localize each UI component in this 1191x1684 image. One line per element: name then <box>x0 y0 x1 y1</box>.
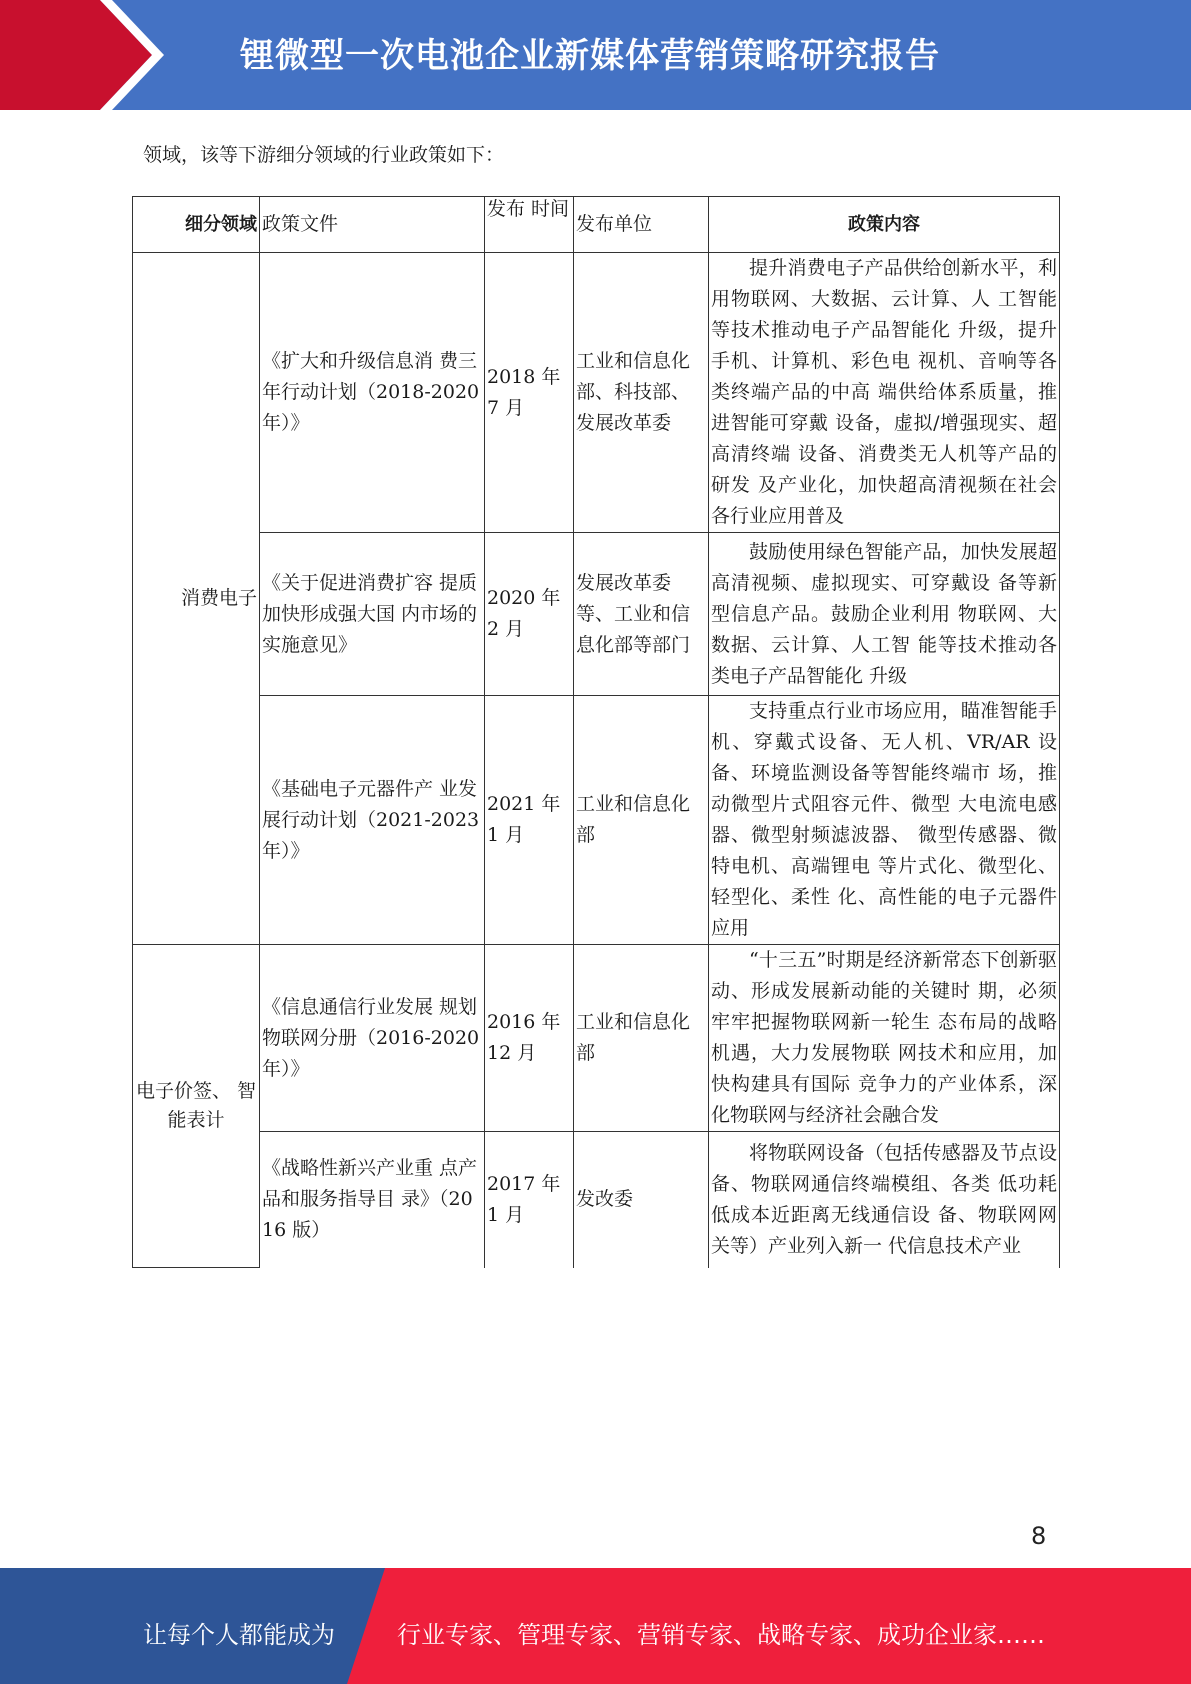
page-footer <box>0 1568 1191 1684</box>
doc-cell: 《信息通信行业发展 规划物联网分册（2016-2020 年）》 <box>260 945 485 1132</box>
time-cell: 2018 年 7 月 <box>485 253 574 533</box>
header-unit: 发布单位 <box>574 197 709 253</box>
content-cell: 提升消费电子产品供给创新水平，利用物联网、大数据、云计算、人 工智能等技术推动电子产品智能化 升级，提升手机、计算机、彩色电 视机、音响等各类终端产品的中高 端供给体系质量，推进智能可穿戴 设备，虚拟/增强现实、超高清终端 设备、消费类无人机等产品的研发 及产业化，加快超高清视频在社会 各行业应用普及 <box>709 253 1060 533</box>
time-cell: 2016 年 12 月 <box>485 945 574 1132</box>
content-cell: 支持重点行业市场应用，瞄准智能手机、穿戴式设备、无人机、VR/AR 设备、环境监测设备等智能终端市 场，推动微型片式阻容元件、微型 大电流电感器、微型射频滤波器、 微型传感器、微特电机、高端锂电 等片式化、微型化、轻型化、柔性 化、高性能的电子元器件应用 <box>709 696 1060 945</box>
doc-cell: 《关于促进消费扩容 提质加快形成强大国 内市场的实施意见》 <box>260 533 485 696</box>
page-number: 8 <box>1031 1522 1047 1550</box>
header-content: 政策内容 <box>709 197 1060 253</box>
table-row <box>133 253 1060 533</box>
intro-text: 领域，该等下游细分领域的行业政策如下： <box>143 144 505 166</box>
time-cell: 2020 年 2 月 <box>485 533 574 696</box>
table-row <box>133 696 1060 945</box>
table-row <box>133 1132 1060 1268</box>
report-title: 锂微型一次电池企业新媒体营销策略研究报告 <box>240 36 940 76</box>
content-cell: “十三五”时期是经济新常态下创新驱动、形成发展新动能的关键时 期，必须牢牢把握物联网新一轮生 态布局的战略机遇，大力发展物联 网技术和应用，加快构建具有国际 竞争力的产业体系，深化物联网与经济社会融合发 <box>709 945 1060 1132</box>
table-header-row <box>133 197 1060 253</box>
header-doc: 政策文件 <box>260 197 485 253</box>
table-row <box>133 533 1060 696</box>
time-cell: 2017 年 1 月 <box>485 1132 574 1268</box>
footer-slogan-left: 让每个人都能成为 <box>143 1621 335 1649</box>
content-cell: 鼓励使用绿色智能产品，加快发展超高清视频、虚拟现实、可穿戴设 备等新型信息产品。鼓励企业利用 物联网、大数据、云计算、人工智 能等技术推动各类电子产品智能化 升级 <box>709 533 1060 696</box>
header-time: 发布 时间 <box>485 197 574 253</box>
unit-cell: 工业和信息化部、科技部、发展改革委 <box>574 253 709 533</box>
doc-cell: 《战略性新兴产业重 点产品和服务指导目 录》（2016 版） <box>260 1132 485 1268</box>
table-row <box>133 945 1060 1132</box>
page-header <box>0 0 1191 110</box>
doc-cell: 《扩大和升级信息消 费三年行动计划（2018-2020 年）》 <box>260 253 485 533</box>
policy-table <box>132 196 1060 1268</box>
footer-slogan-right: 行业专家、管理专家、营销专家、战略专家、成功企业家…… <box>397 1621 1045 1649</box>
header-field: 细分领域 <box>133 197 260 253</box>
unit-cell: 工业和信息化部 <box>574 696 709 945</box>
field-cell: 消费电子 <box>133 253 260 945</box>
content-cell: 将物联网设备（包括传感器及节点设备、物联网通信终端模组、各类 低功耗低成本近距离无线通信设 备、物联网网关等）产业列入新一 代信息技术产业 <box>709 1132 1060 1268</box>
unit-cell: 工业和信息化部 <box>574 945 709 1132</box>
field-cell: 电子价签、 智能表计 <box>133 945 260 1268</box>
time-cell: 2021 年 1 月 <box>485 696 574 945</box>
unit-cell: 发展改革委等、工业和信息化部等部门 <box>574 533 709 696</box>
doc-cell: 《基础电子元器件产 业发展行动计划（2021-2023 年）》 <box>260 696 485 945</box>
unit-cell: 发改委 <box>574 1132 709 1268</box>
